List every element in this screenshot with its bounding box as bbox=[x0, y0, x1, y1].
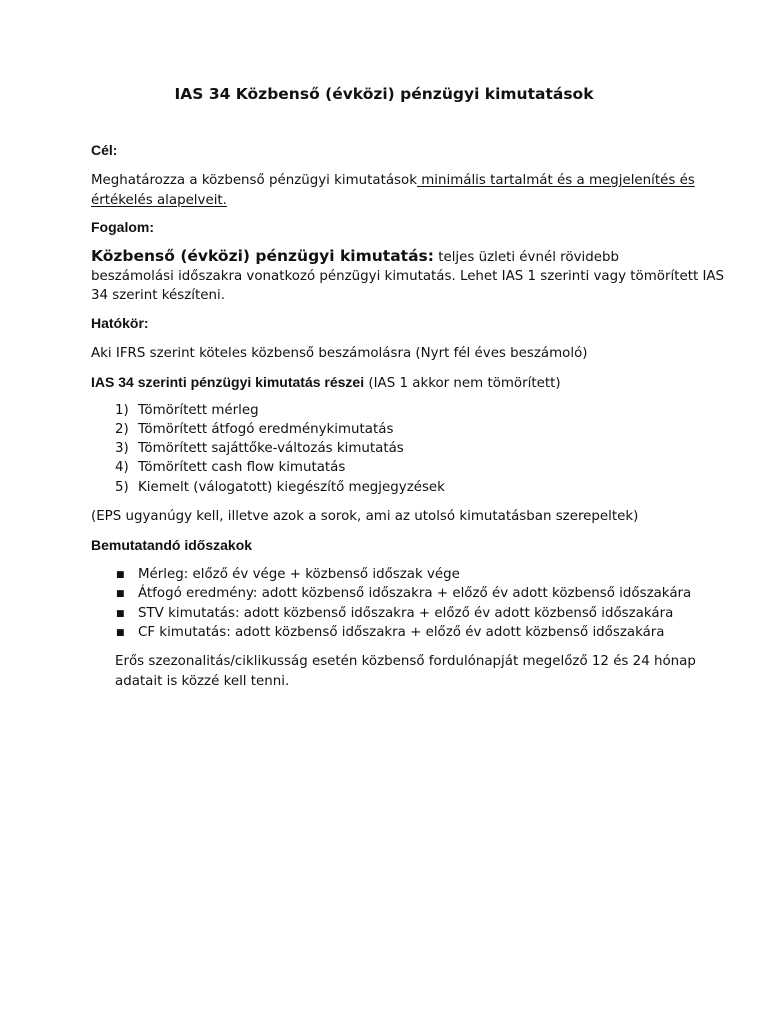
document-title: IAS 34 Közbenső (évközi) pénzügyi kimutatások bbox=[174, 85, 594, 103]
concept-line1 bbox=[91, 246, 619, 268]
parts-heading-line bbox=[91, 372, 561, 394]
list-item-text: Tömörített mérleg bbox=[138, 403, 259, 418]
periods-list-item bbox=[116, 604, 674, 624]
list-number: 5) bbox=[115, 480, 129, 495]
concept-line1-rest: teljes üzleti évnél rövidebb bbox=[433, 250, 619, 265]
square-bullet-icon: ■ bbox=[116, 570, 125, 580]
list-item-text: Tömörített átfogó eredménykimutatás bbox=[138, 422, 394, 437]
goal-text-underlined: minimális tartalmát és a megjelenítés és bbox=[416, 173, 695, 188]
parts-list-item bbox=[115, 439, 404, 459]
list-number: 4) bbox=[115, 460, 129, 475]
list-item-text: Átfogó eredmény: adott közbenső időszakra + előző év adott közbenső időszakára bbox=[138, 586, 692, 601]
list-item-text: STV kimutatás: adott közbenső időszakra + előző év adott közbenső időszakára bbox=[138, 606, 674, 621]
parts-list-item bbox=[115, 420, 394, 440]
list-number: 1) bbox=[115, 403, 129, 418]
goal-heading: Cél: bbox=[91, 142, 118, 158]
periods-list-item bbox=[116, 623, 665, 643]
goal-text-plain: Meghatározza a közbenső pénzügyi kimutatások bbox=[91, 173, 417, 188]
concept-heading: Fogalom: bbox=[91, 219, 154, 235]
scope-heading: Hatókör: bbox=[91, 315, 149, 331]
periods-list-item bbox=[116, 565, 460, 585]
concept-term: Közbenső (évközi) pénzügyi kimutatás: bbox=[91, 247, 434, 265]
concept-line3: 34 szerint készíteni. bbox=[91, 288, 225, 303]
list-number: 3) bbox=[115, 441, 129, 456]
seasonal-line1: Erős szezonalitás/ciklikusság esetén közbenső fordulónapját megelőző 12 és 24 hónap bbox=[115, 654, 696, 669]
parts-note: (EPS ugyanúgy kell, illetve azok a sorok, ami az utolsó kimutatásban szerepeltek) bbox=[91, 509, 639, 524]
list-item-text: CF kimutatás: adott közbenső időszakra + előző év adott közbenső időszakára bbox=[138, 625, 665, 640]
seasonal-line2: adatait is közzé kell tenni. bbox=[115, 674, 290, 689]
parts-list-item bbox=[115, 401, 259, 421]
parts-heading-note: (IAS 1 akkor nem tömörített) bbox=[364, 376, 561, 391]
list-item-text: Kiemelt (válogatott) kiegészítő megjegyzések bbox=[138, 480, 445, 495]
square-bullet-icon: ■ bbox=[116, 628, 125, 638]
goal-text-line1 bbox=[91, 171, 695, 191]
parts-list-item bbox=[115, 478, 445, 498]
list-number: 2) bbox=[115, 422, 129, 437]
list-item-text: Tömörített sajáttőke-változás kimutatás bbox=[138, 441, 404, 456]
goal-text-line2: értékelés alapelveit. bbox=[91, 193, 227, 208]
parts-list-item bbox=[115, 458, 346, 478]
square-bullet-icon: ■ bbox=[116, 589, 125, 599]
concept-line2: beszámolási időszakra vonatkozó pénzügyi kimutatás. Lehet IAS 1 szerinti vagy tömörített IAS bbox=[91, 269, 725, 284]
periods-heading: Bemutatandó időszakok bbox=[91, 537, 253, 553]
list-item-text: Tömörített cash flow kimutatás bbox=[138, 460, 346, 475]
scope-text: Aki IFRS szerint köteles közbenső beszámolásra (Nyrt fél éves beszámoló) bbox=[91, 346, 588, 361]
parts-heading: IAS 34 szerinti pénzügyi kimutatás részei bbox=[91, 374, 365, 390]
periods-list-item bbox=[116, 584, 692, 604]
square-bullet-icon: ■ bbox=[116, 609, 125, 619]
list-item-text: Mérleg: előző év vége + közbenső időszak vége bbox=[138, 567, 460, 582]
